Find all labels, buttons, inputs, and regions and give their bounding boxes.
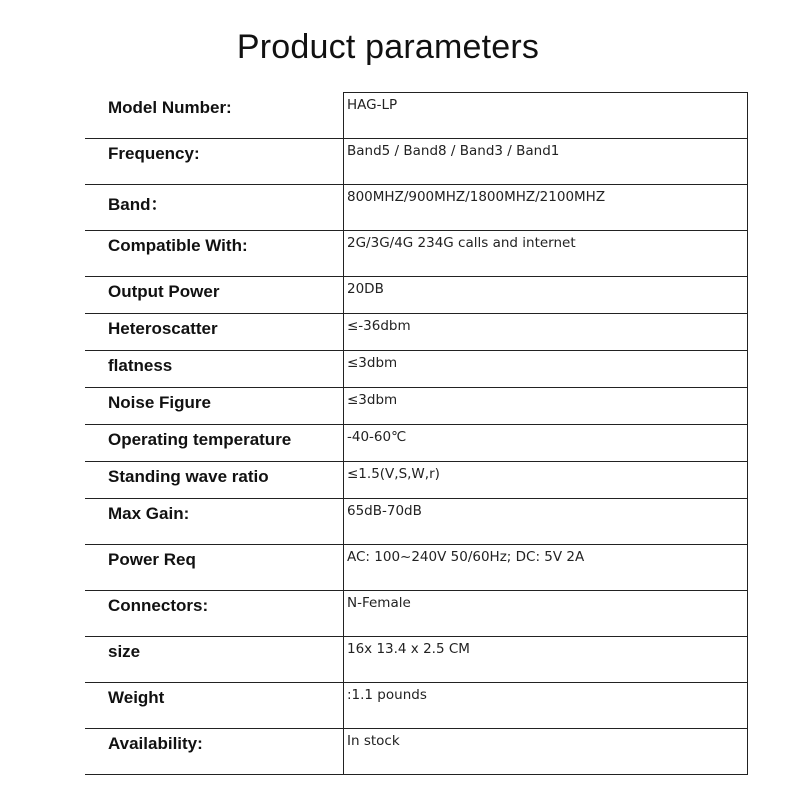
row-label-max-gain: Max Gain: xyxy=(85,498,344,544)
row-value-power-req: AC: 100~240V 50/60Hz; DC: 5V 2A xyxy=(344,544,748,590)
row-value-max-gain: 65dB-70dB xyxy=(344,498,748,544)
parameters-table xyxy=(85,92,748,775)
table-row xyxy=(85,544,748,590)
row-label-noise-figure: Noise Figure xyxy=(85,387,344,424)
row-label-compatible-with: Compatible With: xyxy=(85,230,344,276)
row-label-frequency: Frequency: xyxy=(85,138,344,184)
table-row xyxy=(85,636,748,682)
table-row xyxy=(85,93,748,139)
row-value-weight: :1.1 pounds xyxy=(344,682,748,728)
table-row xyxy=(85,184,748,230)
row-value-flatness: ≤3dbm xyxy=(344,350,748,387)
table-row xyxy=(85,461,748,498)
row-value-heteroscatter: ≤-36dbm xyxy=(344,313,748,350)
row-label-output-power: Output Power xyxy=(85,276,344,313)
table-row xyxy=(85,350,748,387)
row-label-operating-temperature: Operating temperature xyxy=(85,424,344,461)
row-value-model-number: HAG-LP xyxy=(344,93,748,139)
table-row xyxy=(85,276,748,313)
table-row xyxy=(85,424,748,461)
row-label-connectors: Connectors: xyxy=(85,590,344,636)
row-value-frequency: Band5 / Band8 / Band3 / Band1 xyxy=(344,138,748,184)
row-value-compatible-with: 2G/3G/4G 234G calls and internet xyxy=(344,230,748,276)
table-row xyxy=(85,590,748,636)
table-row xyxy=(85,138,748,184)
table-row xyxy=(85,313,748,350)
table-row xyxy=(85,230,748,276)
row-label-weight: Weight xyxy=(85,682,344,728)
row-value-standing-wave-ratio: ≤1.5(V,S,W,r) xyxy=(344,461,748,498)
row-label-heteroscatter: Heteroscatter xyxy=(85,313,344,350)
row-label-power-req: Power Req xyxy=(85,544,344,590)
row-label-size: size xyxy=(85,636,344,682)
row-value-output-power: 20DB xyxy=(344,276,748,313)
table-row xyxy=(85,387,748,424)
row-value-noise-figure: ≤3dbm xyxy=(344,387,748,424)
table-row xyxy=(85,498,748,544)
row-value-availability: In stock xyxy=(344,728,748,774)
row-value-connectors: N-Female xyxy=(344,590,748,636)
row-label-availability: Availability: xyxy=(85,728,344,774)
row-value-operating-temperature: -40-60℃ xyxy=(344,424,748,461)
row-label-standing-wave-ratio: Standing wave ratio xyxy=(85,461,344,498)
row-value-band: 800MHZ/900MHZ/1800MHZ/2100MHZ xyxy=(344,184,748,230)
table-row xyxy=(85,682,748,728)
row-label-band: Band： xyxy=(85,184,344,230)
table-row xyxy=(85,728,748,774)
page-title: Product parameters xyxy=(236,28,540,66)
row-label-model-number: Model Number: xyxy=(85,93,344,139)
row-label-flatness: flatness xyxy=(85,350,344,387)
row-value-size: 16x 13.4 x 2.5 CM xyxy=(344,636,748,682)
